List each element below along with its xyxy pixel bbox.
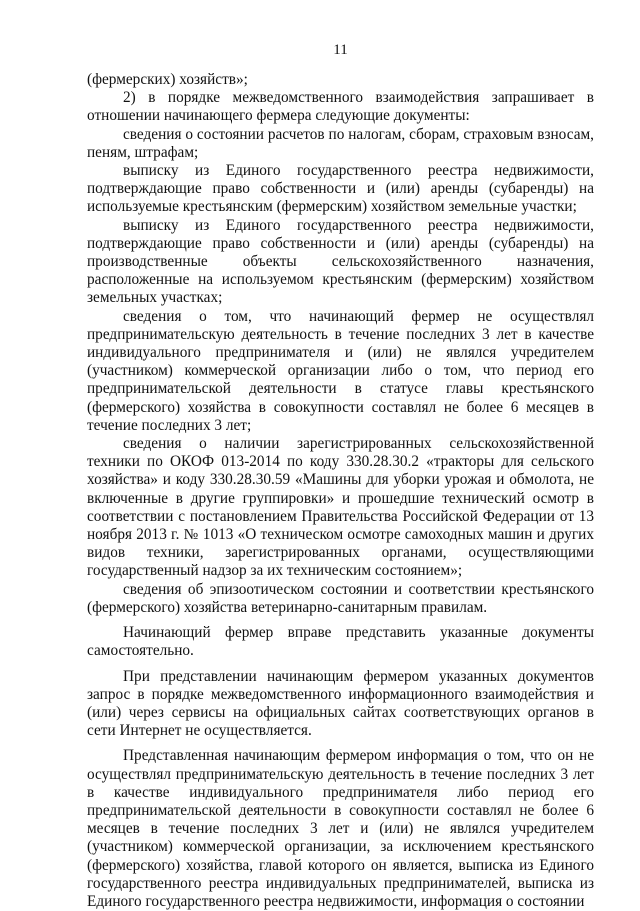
document-body <box>87 71 594 911</box>
paragraph-no-business-activity: сведения о том, что начинающий фермер не осуществлял предпринимательскую деятельность в течение последних 3 лет в качестве индивидуального предпринимателя и (или) не являлся учредителем (участником) коммерческой организации либо о том, что период его предпринимательской деятельности в статусе главы крестьянского (фермерского) хозяйства в совокупности составлял не более 6 месяцев в течение последних 3 лет; <box>87 307 594 434</box>
paragraph-egrn-production-objects: выписку из Единого государственного реестра недвижимости, подтверждающие право собственности и (или) аренды (субаренды) на производственные объекты сельскохозяйственного назначения, расположенные на используемом крестьянским (фермерским) хозяйством земельных участках; <box>87 216 594 307</box>
paragraph-tax-settlements: сведения о состоянии расчетов по налогам, сборам, страховым взносам, пеням, штрафам; <box>87 125 594 161</box>
paragraph-submitted-information: Представленная начинающим фермером информация о том, что он не осуществлял предпринимательскую деятельность в течение последних 3 лет в качестве индивидуального предпринимателя либо период его предпринимательской деятельности в совокупности составлял не более 6 месяцев в течение последних 3 лет и (или) не являлся учредителем (участником) коммерческой организации, за исключением крестьянского (фермерского) хозяйства, главой которого он является, выписка из Единого государственного реестра индивидуальных предпринимателей, выписка из Единого государственного реестра недвижимости, информация о состоянии <box>87 747 594 910</box>
paragraph-epizootic-status: сведения об эпизоотическом состоянии и соответствии крестьянского (фермерского) хозяйства ветеринарно-санитарным правилам. <box>87 580 594 616</box>
paragraph-continuation: (фермерских) хозяйств»; <box>87 71 248 88</box>
paragraph-item-2-request: 2) в порядке межведомственного взаимодействия запрашивает в отношении начинающего фермера следующие документы: <box>87 89 594 125</box>
paragraph-registered-machinery: сведения о наличии зарегистрированных сельскохозяйственной техники по ОКОФ 013-2014 по коду 330.28.30.2 «тракторы для сельского хозяйства» и коду 330.28.30.59 «Машины для уборки урожая и обмолота, не включенные в другие группировки» и прошедшие технический осмотр в соответствии с постановлением Правительства Российской Федерации от 13 ноября 2013 г. № 1013 «О техническом осмотре самоходных машин и других видов техники, зарегистрированных органами, осуществляющими государственный надзор за их техническим состоянием»; <box>87 435 594 580</box>
paragraph-submit-independently: Начинающий фермер вправе представить указанные документы самостоятельно. <box>87 624 594 660</box>
page-number: 11 <box>333 42 348 58</box>
paragraph-egrn-land-plots: выписку из Единого государственного реестра недвижимости, подтверждающие право собственности и (или) аренды (субаренды) на используемые крестьянским (фермерским) хозяйством земельные участки; <box>87 162 594 216</box>
paragraph-no-interagency-request: При представлении начинающим фермером указанных документов запрос в порядке межведомственного информационного взаимодействия и (или) через сервисы на официальных сайтах соответствующих органов в сети Интернет не осуществляется. <box>87 667 594 740</box>
